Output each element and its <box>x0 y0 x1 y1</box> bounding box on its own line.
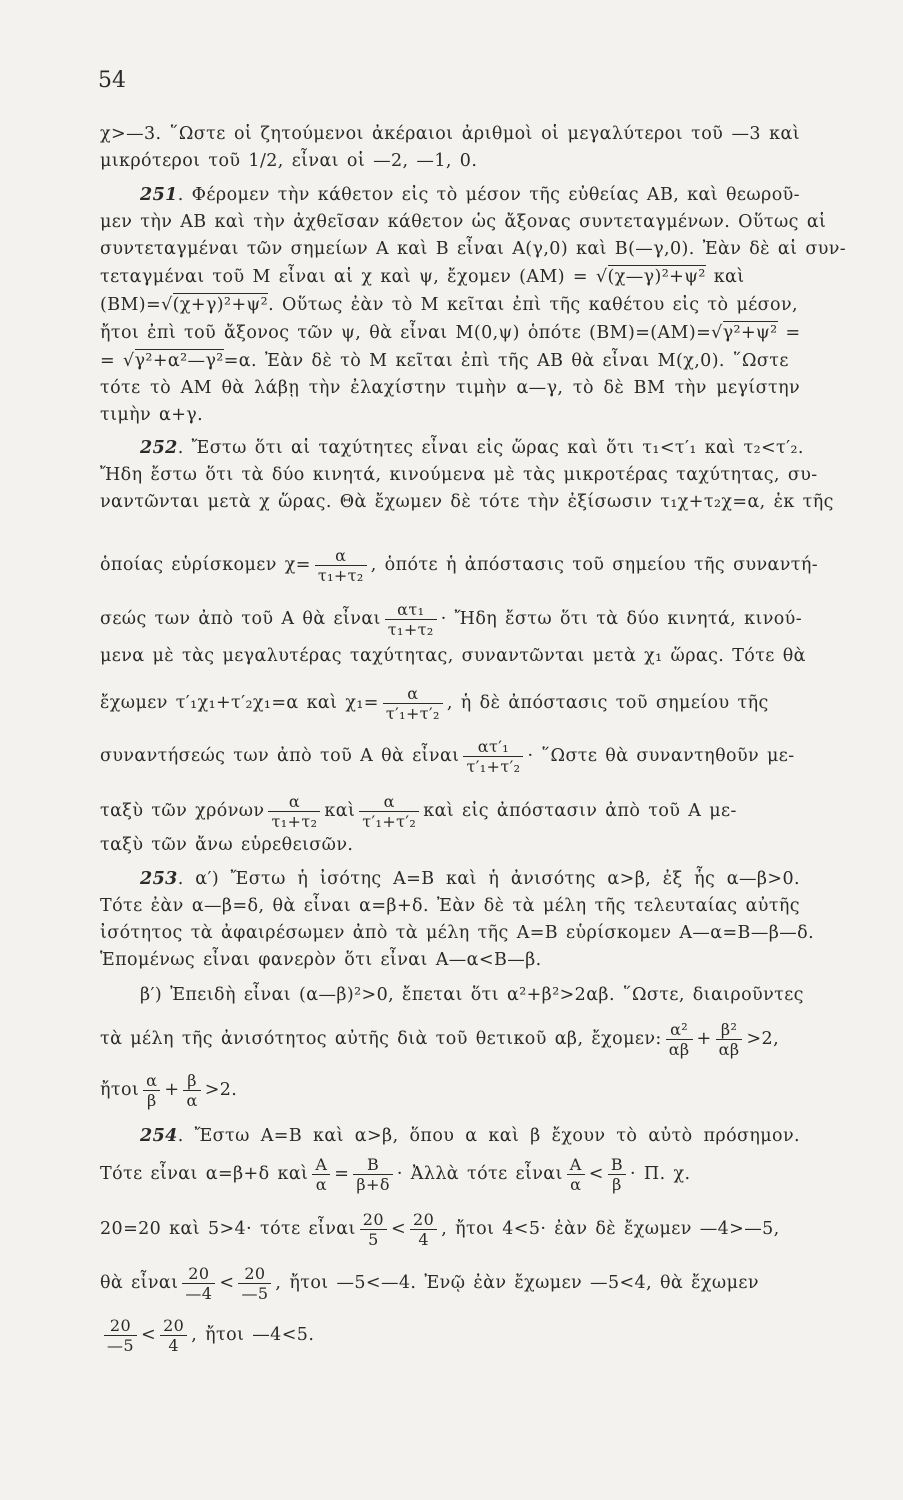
text-line: Ἑπομένως εἶναι φανερὸν ὅτι εἶναι Α—α<Β—β. <box>100 950 542 970</box>
fraction: $\frac{\text{ατ₁}}{\text{τ₁+τ₂}}$ <box>385 600 437 639</box>
text-line: τιμὴν α+γ. <box>100 405 204 425</box>
fraction: $\frac{\beta}{\alpha}$ <box>183 1071 200 1110</box>
text-line: μενα μὲ τὰς μεγαλυτέρας ταχύτητας, συναντῶνται μετὰ χ₁ ὥρας. Τότε θὰ <box>100 646 806 666</box>
text-line: Ἤδη ἔστω ὅτι τὰ δύο κινητά, κινούμενα μὲ τὰς μικροτέρας ταχύτητας, συ- <box>100 465 818 485</box>
text-line: ταξὺ τῶν χρόνων $\frac{\alpha}{\text{τ₁+τ₂}}$ καὶ $\frac{\alpha}{\text{τ′₁+τ′₂}}$ καὶ εἰς ἀπόστασιν ἀπὸ τοῦ Α με- <box>100 792 737 831</box>
fraction: $\frac{\alpha}{\text{τ′₁+τ′₂}}$ <box>359 792 419 831</box>
text-line: ταξὺ τῶν ἄνω εὑρεθεισῶν. <box>100 835 354 855</box>
text-line: = √γ²+α²—γ²=α. Ἐὰν δὲ τὸ Μ κεῖται ἐπὶ τῆς ΑΒ θὰ εἶναι Μ(χ,0). ῞Ωστε <box>100 351 789 371</box>
fraction: $\frac{\text{α²}}{\alpha\beta}$ <box>666 1020 693 1059</box>
fraction: $\frac{20}{—5}$ <box>238 1264 271 1303</box>
text-line: 254. Ἔστω Α=Β καὶ α>β, ὅπου α καὶ β ἔχουν τὸ αὐτὸ πρόσημον. <box>140 1126 800 1146</box>
fraction: $\frac{20}{4}$ <box>160 1316 187 1355</box>
text-line: 253. α′) Ἔστω ἡ ἰσότης Α=Β καὶ ἡ ἀνισότης α>β, ἐξ ἧς α—β>0. <box>140 869 800 889</box>
text-line: ἤτοι ἐπὶ τοῦ ἄξονος τῶν ψ, θὰ εἶναι Μ(0,ψ) ὁπότε (ΒΜ)=(ΑΜ)=√γ²+ψ² = <box>100 323 801 343</box>
fraction: $\frac{\alpha}{\text{τ₁+τ₂}}$ <box>268 792 320 831</box>
text-line: ὁποίας εὑρίσκομεν χ= $\frac{\alpha}{\text{τ₁+τ₂}}$ , ὁπότε ἡ ἀπόστασις τοῦ σημείου τῆς συναντή- <box>100 546 819 585</box>
page-number: 54 <box>98 68 126 93</box>
problem-number: 253 <box>140 869 178 889</box>
fraction: $\frac{20}{—5}$ <box>104 1316 137 1355</box>
text-line: 20=20 καὶ 5>4· τότε εἶναι $\frac{20}{5}$ < $\frac{20}{4}$ , ἤτοι 4<5· ἐὰν δὲ ἔχωμεν —4>—5, <box>100 1210 780 1249</box>
text-line: 252. Ἔστω ὅτι αἱ ταχύτητες εἶναι εἰς ὥρας καὶ ὅτι τ₁<τ′₁ καὶ τ₂<τ′₂. <box>140 438 804 458</box>
text-line: (ΒΜ)=√(χ+γ)²+ψ². Οὕτως ἐὰν τὸ Μ κεῖται ἐπὶ τῆς καθέτου εἰς τὸ μέσον, <box>100 295 798 315</box>
problem-number: 252 <box>140 438 178 458</box>
fraction: $\frac{20}{4}$ <box>410 1210 437 1249</box>
text-line: τεταγμέναι τοῦ Μ εἶναι αἱ χ καὶ ψ, ἔχομεν (ΑΜ) = √(χ—γ)²+ψ² καὶ <box>100 267 745 287</box>
fraction: $\frac{\text{β²}}{\alpha\beta}$ <box>716 1020 743 1059</box>
text-line: τὰ μέλη τῆς ἀνισότητος αὐτῆς διὰ τοῦ θετικοῦ αβ, ἔχομεν: $\frac{\text{α²}}{\alpha\beta}$ + $\frac{\text{β²}}{\alpha\beta}$ >2, <box>100 1020 780 1059</box>
fraction: $\frac{20}{—4}$ <box>182 1264 215 1303</box>
text-line: τότε τὸ ΑΜ θὰ λάβῃ τὴν ἐλαχίστην τιμὴν α—γ, τὸ δὲ ΒΜ τὴν μεγίστην <box>100 378 800 398</box>
fraction: $\frac{\alpha}{\beta}$ <box>143 1071 160 1110</box>
text-line: 251. Φέρομεν τὴν κάθετον εἰς τὸ μέσον τῆς εὐθείας ΑΒ, καὶ θεωροῦ- <box>140 185 800 205</box>
fraction: $\frac{\alpha}{\text{τ′₁+τ′₂}}$ <box>383 684 443 723</box>
fraction: $\frac{B}{\beta+\delta}$ <box>353 1155 393 1194</box>
fraction: $\frac{\text{ατ′₁}}{\text{τ′₁+τ′₂}}$ <box>463 737 523 776</box>
text-line: ναντῶνται μετὰ χ ὥρας. Θὰ ἔχωμεν δὲ τότε τὴν ἐξίσωσιν τ₁χ+τ₂χ=α, ἐκ τῆς <box>100 492 834 512</box>
text-line: θὰ εἶναι $\frac{20}{—4}$ < $\frac{20}{—5}$ , ἤτοι —5<—4. Ἐνῷ ἐὰν ἔχωμεν —5<4, θὰ ἔχωμεν <box>100 1264 759 1303</box>
fraction: $\frac{\alpha}{\text{τ₁+τ₂}}$ <box>315 546 367 585</box>
text-line: β′) Ἐπειδὴ εἶναι (α—β)²>0, ἔπεται ὅτι α²+β²>2αβ. ῞Ωστε, διαιροῦντες <box>140 985 804 1005</box>
text-line: $\frac{20}{—5}$ < $\frac{20}{4}$ , ἤτοι —4<5. <box>100 1316 800 1355</box>
problem-number: 254 <box>140 1126 178 1146</box>
fraction: $\frac{B}{\beta}$ <box>608 1155 626 1194</box>
text-line: σεώς των ἀπὸ τοῦ Α θὰ εἶναι $\frac{\text{ατ₁}}{\text{τ₁+τ₂}}$ · Ἤδη ἔστω ὅτι τὰ δύο κινητά, κινού- <box>100 600 803 639</box>
fraction: $\frac{20}{5}$ <box>360 1210 387 1249</box>
text-line: ἔχωμεν τ′₁χ₁+τ′₂χ₁=α καὶ χ₁= $\frac{\alpha}{\text{τ′₁+τ′₂}}$ , ἡ δὲ ἀπόστασις τοῦ σημείου τῆς <box>100 684 769 723</box>
text-line: χ>—3. ῞Ωστε οἱ ζητούμενοι ἀκέραιοι ἀριθμοὶ οἱ μεγαλύτεροι τοῦ —3 καὶ <box>100 124 800 144</box>
text-line: συντεταγμέναι τῶν σημείων Α καὶ Β εἶναι Α(γ,0) καὶ Β(—γ,0). Ἐὰν δὲ αἱ συν- <box>100 239 847 259</box>
text-line: μεν τὴν ΑΒ καὶ τὴν ἀχθεῖσαν κάθετον ὡς ἄξονας συντεταγμένων. Οὕτως αἱ <box>100 212 827 232</box>
problem-number: 251 <box>140 185 178 205</box>
text-line: συναντήσεώς των ἀπὸ τοῦ Α θὰ εἶναι $\frac{\text{ατ′₁}}{\text{τ′₁+τ′₂}}$ · ῞Ωστε θὰ συναντηθοῦν με- <box>100 737 795 776</box>
text-line: ἤτοι $\frac{\alpha}{\beta}$ + $\frac{\beta}{\alpha}$ >2. <box>100 1071 238 1110</box>
fraction: $\frac{A}{\alpha}$ <box>312 1155 330 1194</box>
fraction: $\frac{A}{\alpha}$ <box>567 1155 585 1194</box>
text-line: μικρότεροι τοῦ 1/2, εἶναι οἱ —2, —1, 0. <box>100 151 478 171</box>
text-line: Τότε εἶναι α=β+δ καὶ $\frac{A}{\alpha}$ = $\frac{B}{\beta+\delta}$ · Ἀλλὰ τότε εἶναι $\frac{A}{\alpha}$ < $\frac{B}{\beta}$ · Π. χ. <box>100 1155 691 1194</box>
text-line: Τότε ἐὰν α—β=δ, θὰ εἶναι α=β+δ. Ἐὰν δὲ τὰ μέλη τῆς τελευταίας αὐτῆς <box>100 896 800 916</box>
text-line: ἰσότητος τὰ ἀφαιρέσωμεν ἀπὸ τὰ μέλη τῆς Α=Β εὑρίσκομεν Α—α=Β—β—δ. <box>100 923 815 943</box>
